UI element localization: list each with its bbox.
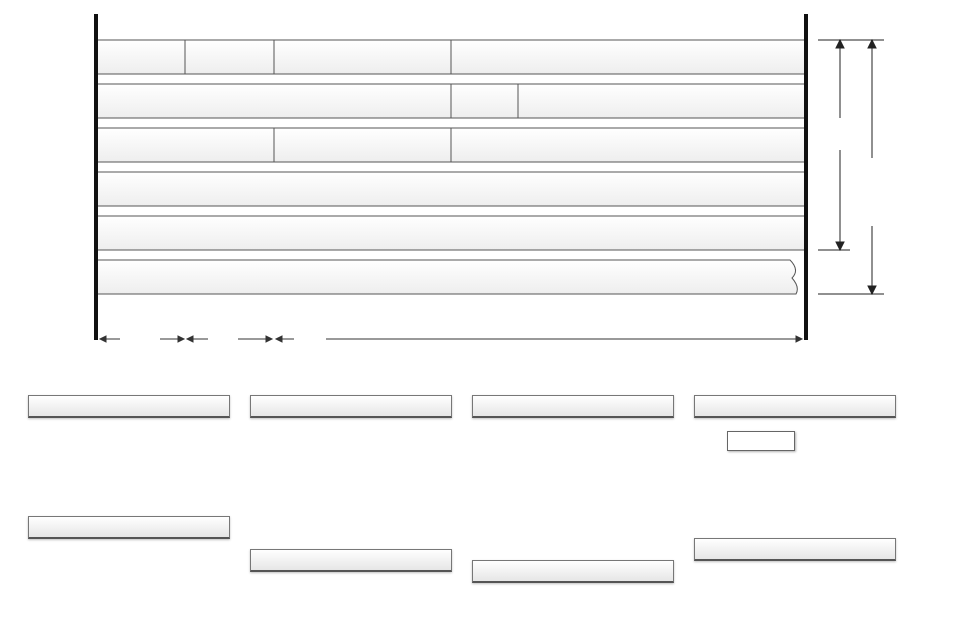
row-16	[96, 216, 806, 250]
legend-version-title	[28, 395, 230, 418]
protocol-id-table	[262, 461, 452, 519]
byte-arrow-right-head	[266, 336, 272, 342]
nibble-arrow-left-head	[100, 336, 106, 342]
header-rows	[96, 40, 806, 294]
legend-protocol-title	[250, 395, 452, 418]
row-20	[96, 260, 797, 294]
size-brackets	[818, 40, 884, 294]
byte-arrow-left-head	[187, 336, 193, 342]
word-arrow-right-head	[796, 336, 802, 342]
ip-flags-box	[727, 431, 795, 451]
legend-header-length-title	[28, 516, 230, 539]
legend-rfc-title	[694, 538, 896, 561]
legend-ip-flags-title	[694, 395, 896, 418]
row-12	[96, 172, 806, 206]
word-arrow-left-head	[276, 336, 282, 342]
legend-fragment-offset-title	[472, 395, 674, 418]
legend-header-checksum-title	[472, 560, 674, 583]
legend-total-length-title	[250, 549, 452, 572]
nibble-arrow-right-head	[178, 336, 184, 342]
size-arrows	[100, 336, 802, 342]
